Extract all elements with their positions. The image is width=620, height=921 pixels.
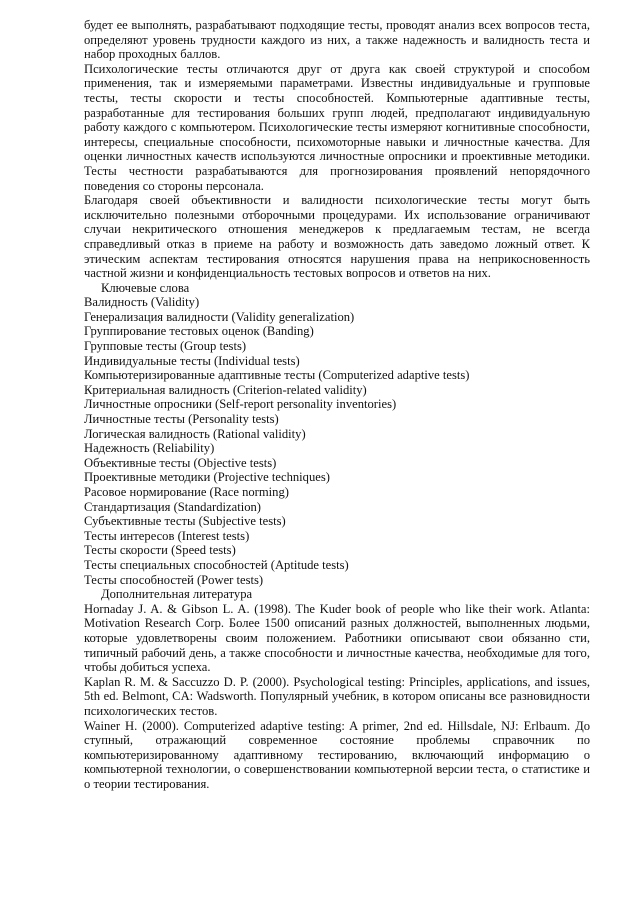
paragraph: будет ее выполнять, разрабатывают подходящие тесты, проводят анализ всех вопросов теста, определяют уровень трудности каждого из них, а также надежность и валидность теста и набор проходных баллов.: [84, 18, 590, 62]
literature-entry: Hornaday J. A. & Gibson L. A. (1998). The Kuder book of people who like their work. Atlanta: Motivation Research Corp. Более 1500 описаний разных должностей, выполненных людьми, которые удовлетворены своим положением. Работники описывают свои обязанно сти, типичный рабочий день, а также способности и личностные качества, необходимые для того, чтобы добиться успеха.: [84, 601, 590, 675]
keyword-item: Тесты скорости (Speed tests): [84, 543, 236, 558]
page-content: [84, 18, 590, 791]
keyword-item: Субъективные тесты (Subjective tests): [84, 514, 286, 529]
keyword-item: Группирование тестовых оценок (Banding): [84, 324, 314, 339]
literature-entry: Wainer H. (2000). Computerized adaptive testing: A primer, 2nd ed. Hillsdale, NJ: Erlbaum. До ступный, отражающий современное состояние проблемы справочник по компьютеризированному адаптивному тестированию, включающий информацию о компьютерной технологии, о совершенствовании компьютерной версии теста, о статистике и о теории тестирования.: [84, 718, 590, 791]
keyword-item: Расовое нормирование (Race norming): [84, 485, 289, 499]
paragraph: Психологические тесты отличаются друг от друга как своей структурой и способом применения, так и измеряемыми параметрами. Известны индивидуальные и групповые тесты, тесты скорости и тесты способностей. Компьютерные адаптивные тесты, разработанные для тестирования больших групп людей, предполагают индивидуальную работу каждого с компьютером. Психологические тесты измеряют когнитивные способности, интересы, специальные способности, психомоторные навыки и личностные качества. Для оценки личностных качеств используются личностные опросники и проективные методики. Тесты честности разрабатываются для прогнозирования проявлений непорядочного поведения со стороны персонала.: [84, 61, 590, 193]
keyword-item: Компьютеризированные адаптивные тесты (Computerized adaptive tests): [84, 368, 470, 383]
keyword-item: Проективные методики (Projective techniques): [84, 470, 330, 485]
keyword-item: Тесты способностей (Power tests): [84, 572, 264, 587]
watermark-logo: [0, 0, 70, 921]
keyword-item: Критериальная валидность (Criterion-related validity): [84, 382, 367, 397]
paragraph: Благодаря своей объективности и валидности психологические тесты могут быть исключительно полезными отборочными процедурами. Их использование ограничивают случаи некритического отношения менеджеров к предлагаемым тестам, не всегда справедливый отказ в приеме на работу и возможность дать заведомо ложный ответ. К этическим аспектам тестирования относятся нарушения права на неприкосновенность частной жизни и конфиденциальность тестовых вопросов и ответов на них.: [84, 193, 590, 281]
keyword-item: Объективные тесты (Objective tests): [84, 455, 277, 470]
literature-entry: Kaplan R. M. & Saccuzzo D. P. (2000). Psychological testing: Principles, applications, and issues, 5th ed. Belmont, CA: Wadsworth. Популярный учебник, в котором описаны все разновидности психологических тестов.: [84, 674, 590, 718]
keyword-item: Тесты специальных способностей (Aptitude tests): [84, 557, 349, 572]
watermark-graphic: [0, 0, 70, 921]
keyword-item: Тесты интересов (Interest tests): [84, 528, 250, 543]
literature-heading: Дополнительная литература: [101, 587, 253, 602]
keyword-item: Индивидуальные тесты (Individual tests): [84, 353, 300, 368]
keyword-item: Генерализация валидности (Validity generalization): [84, 309, 355, 324]
keywords-heading: Ключевые слова: [101, 280, 190, 295]
keyword-item: Личностные опросники (Self-report personality inventories): [84, 397, 397, 412]
keywords-list: [84, 295, 590, 587]
keyword-item: Личностные тесты (Personality tests): [84, 412, 279, 427]
keyword-item: Валидность (Validity): [84, 295, 200, 310]
keyword-item: Логическая валидность (Rational validity): [84, 426, 306, 441]
keyword-item: Надежность (Reliability): [84, 441, 215, 456]
keyword-item: Стандартизация (Standardization): [84, 499, 262, 514]
keyword-item: Групповые тесты (Group tests): [84, 339, 247, 354]
